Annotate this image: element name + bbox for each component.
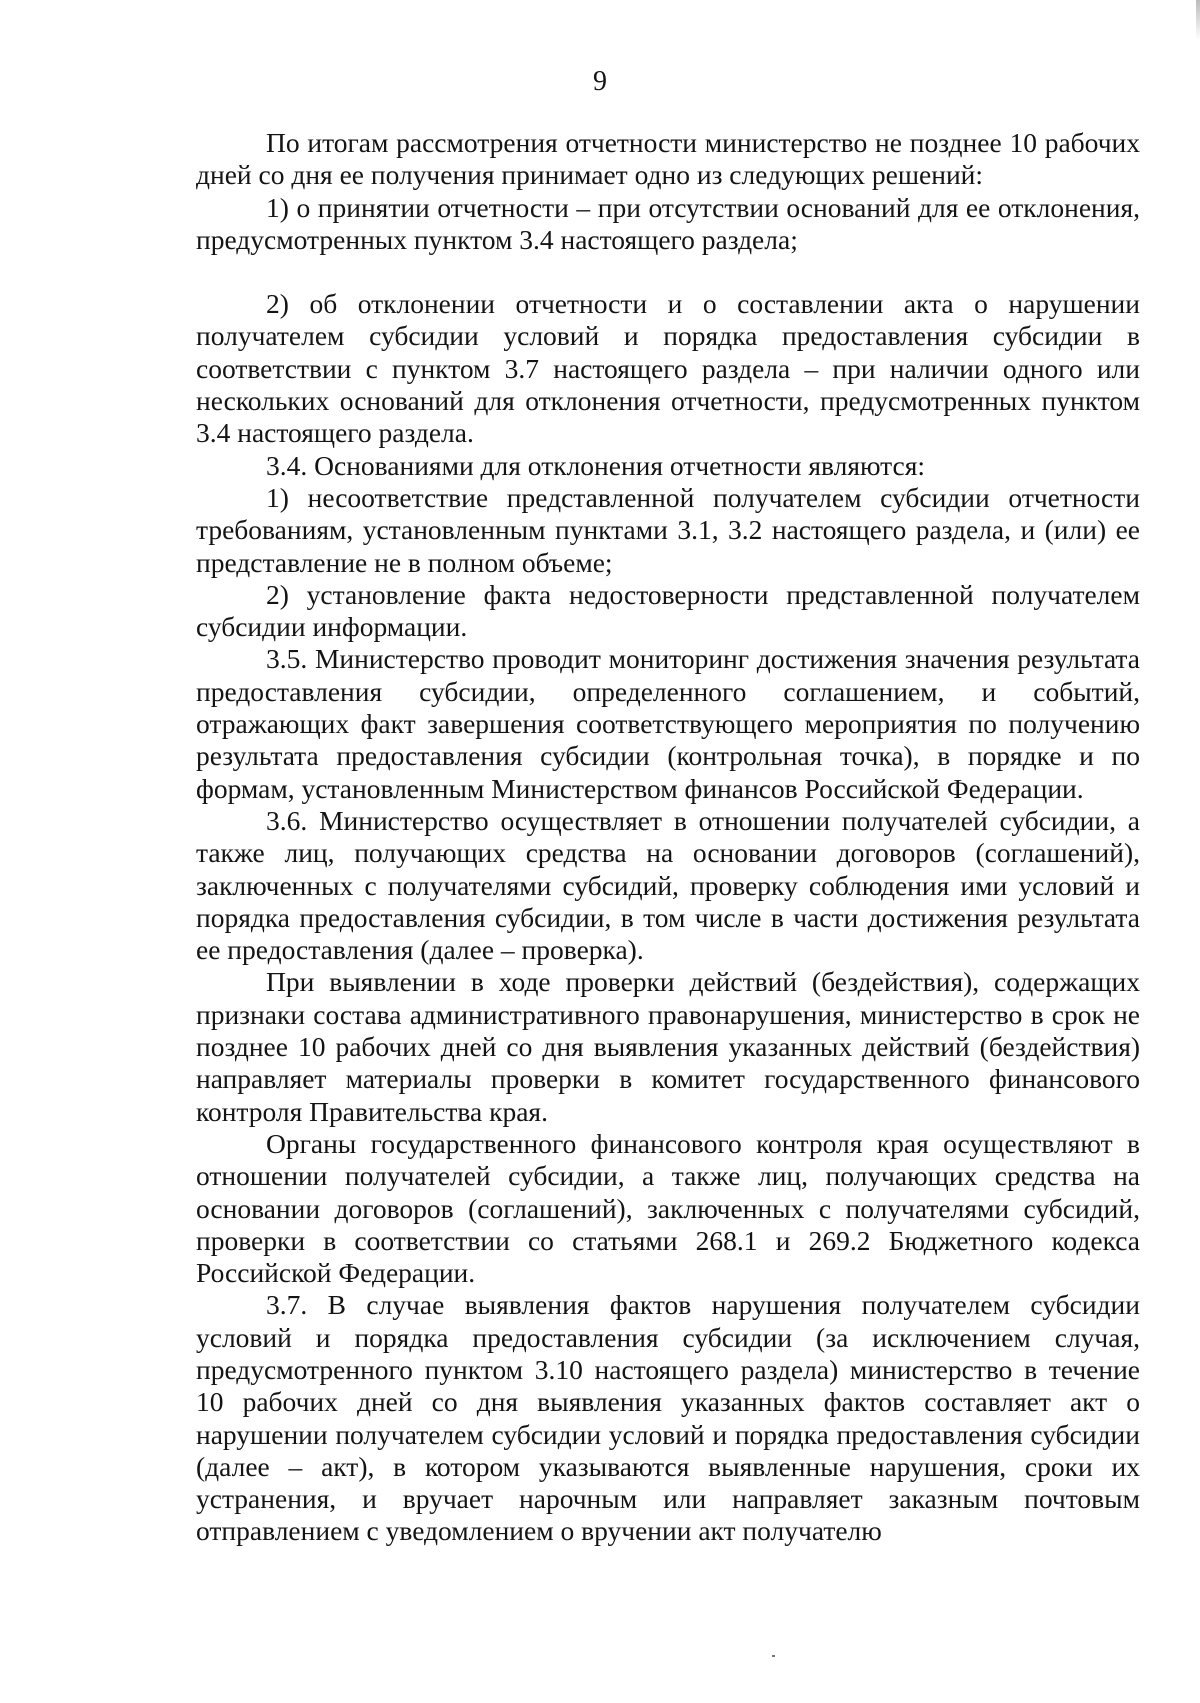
scan-dot (772, 1655, 775, 1657)
paragraph-violation-materials: При выявлении в ходе проверки действий (бездействия), содержащих признаки состава административного правонарушения, министерство в срок не позднее 10 рабочих дней со дня выявления указанных действий (бездействия) направляет материалы проверки в комитет государственного финансового контроля Правительства края. (196, 966, 1140, 1127)
paragraph-financial-control: Органы государственного финансового контроля края осуществляют в отношении получателей субсидии, а также лиц, получающих средства на основании договоров (соглашений), заключенных с получателями субсидий, проверки в соответствии со статьями 268.1 и 269.2 Бюджетного кодекса Российской Федерации. (196, 1127, 1140, 1289)
paragraph-3-7: 3.7. В случае выявления фактов нарушения получателем субсидии условий и порядка предоставления субсидии (за исключением случая, предусмотренного пунктом 3.10 настоящего раздела) министерство в течение 10 рабочих дней со дня выявления указанных фактов составляет акт о нарушении получателем субсидии условий и порядка предоставления субсидии (далее – акт), в котором указываются выявленные нарушения, сроки их устранения, и вручает нарочным или направляет заказным почтовым отправлением с уведомлением о вручении акт получателю (196, 1289, 1140, 1547)
paragraph-review-results: По итогам рассмотрения отчетности министерство не позднее 10 рабочих дней со дня ее получения принимает одно из следующих решений: (196, 127, 1140, 191)
paragraph-3-6: 3.6. Министерство осуществляет в отношении получателей субсидии, а также лиц, получающих средства на основании договоров (соглашений), заключенных с получателями субсидий, проверку соблюдения ими условий и порядка предоставления субсидии, в том числе в части достижения результата ее предоставления (далее – проверка). (196, 804, 1140, 966)
paragraph-decision-accept: 1) о принятии отчетности – при отсутствии оснований для ее отклонения, предусмотренных пунктом 3.4 настоящего раздела; (196, 191, 1140, 255)
paragraph-3-5: 3.5. Министерство проводит мониторинг достижения значения результата предоставления субсидии, определенного соглашением, и событий, отражающих факт завершения соответствующего мероприятия по получению результата предоставления субсидии (контрольная точка), в порядке и по формам, установленным Министерством финансов Российской Федерации. (196, 643, 1140, 804)
scan-edge-mark (1196, 0, 1200, 40)
paragraph-3-4-heading: 3.4. Основаниями для отклонения отчетности являются: (266, 449, 926, 481)
document-body (196, 127, 1140, 1548)
page-number: 9 (593, 66, 607, 97)
paragraph-decision-reject: 2) об отклонении отчетности и о составлении акта о нарушении получателем субсидии условий и порядка предоставления субсидии в соответствии с пунктом 3.7 настоящего раздела – при наличии одного или нескольких оснований для отклонения отчетности, предусмотренных пунктом 3.4 настоящего раздела. (196, 288, 1140, 449)
paragraph-3-4-item-2: 2) установление факта недостоверности представленной получателем субсидии информации. (196, 578, 1140, 643)
paragraph-3-4-item-1: 1) несоответствие представленной получателем субсидии отчетности требованиям, установленным пунктами 3.1, 3.2 настоящего раздела, и (или) ее представление не в полном объеме; (196, 481, 1140, 578)
